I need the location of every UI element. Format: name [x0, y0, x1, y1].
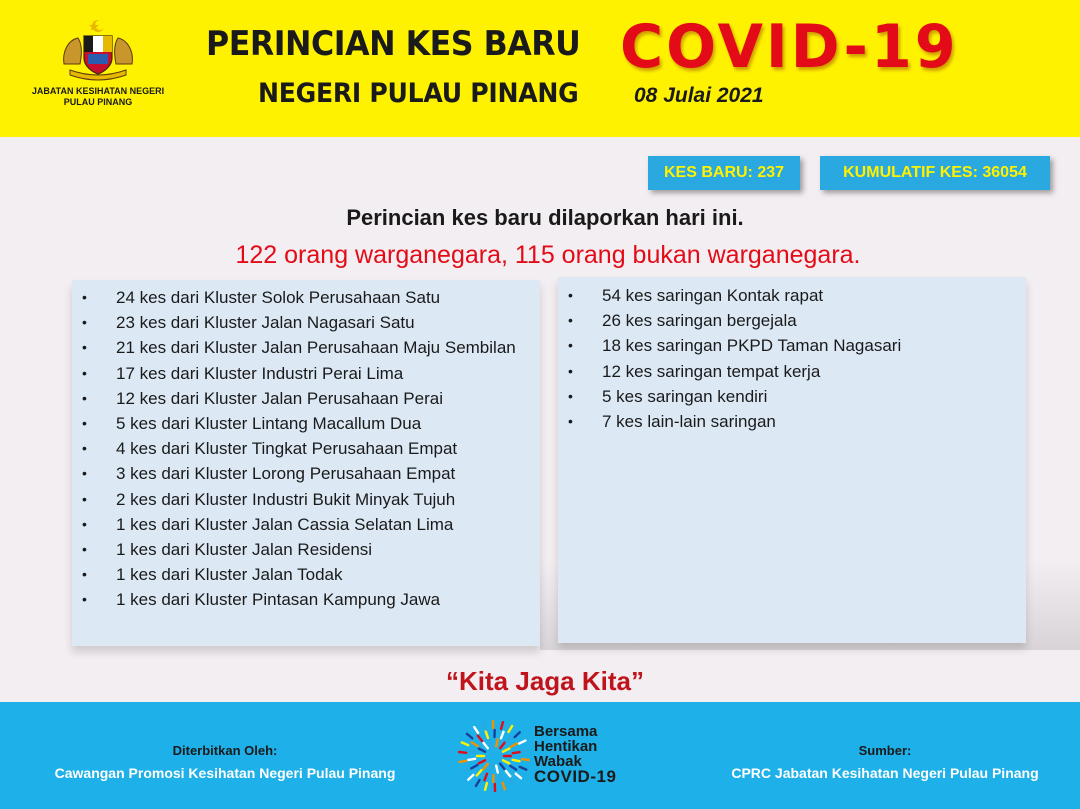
campaign-line-2: Hentikan: [534, 738, 598, 755]
cluster-item: [72, 436, 540, 461]
screening-item-text: 12 kes saringan tempat kerja: [602, 361, 821, 381]
publisher-block: [20, 740, 430, 784]
screening-item: [558, 283, 1026, 308]
title-main: PERINCIAN KES BARU: [206, 24, 581, 64]
cluster-item: [72, 411, 540, 436]
cluster-item-text: 23 kes dari Kluster Jalan Nagasari Satu: [116, 313, 415, 333]
bullet-icon: •: [82, 591, 87, 608]
bullet-icon: •: [82, 515, 87, 532]
bullet-icon: •: [82, 490, 87, 507]
bullet-icon: •: [568, 287, 573, 303]
screening-item-text: 18 kes saringan PKPD Taman Nagasari: [602, 336, 902, 356]
cluster-item-text: 1 kes dari Kluster Jalan Todak: [116, 565, 343, 585]
cluster-item-text: 1 kes dari Kluster Jalan Cassia Selatan Lima: [116, 514, 454, 534]
summary-headline: Perincian kes baru dilaporkan hari ini.: [346, 205, 744, 230]
citizenship-breakdown: 122 orang warganegara, 115 orang bukan warganegara.: [235, 241, 861, 269]
bullet-icon: •: [82, 389, 87, 406]
bullet-icon: •: [82, 440, 87, 457]
cluster-item-text: 5 kes dari Kluster Lintang Macallum Dua: [116, 414, 422, 434]
cluster-item-text: 2 kes dari Kluster Industri Bukit Minyak Tujuh: [116, 489, 456, 509]
screening-item: [558, 384, 1026, 409]
bullet-icon: •: [82, 541, 87, 558]
slogan: “Kita Jaga Kita”: [446, 666, 644, 696]
source-value: CPRC Jabatan Kesihatan Negeri Pulau Pinang: [731, 765, 1039, 781]
cluster-item: [72, 285, 540, 310]
publisher-label: Diterbitkan Oleh:: [172, 743, 278, 758]
cumulative-cases-badge: KUMULATIF KES: 36054: [820, 156, 1050, 190]
source-label: Sumber:: [858, 743, 912, 758]
cluster-item-text: 1 kes dari Kluster Pintasan Kampung Jawa: [116, 590, 441, 610]
cluster-item: [72, 361, 540, 386]
header-banner: [0, 0, 1080, 137]
cluster-item: [72, 537, 540, 562]
cluster-item-text: 24 kes dari Kluster Solok Perusahaan Satu: [116, 288, 441, 307]
bullet-icon: •: [82, 566, 87, 583]
screening-item-text: 7 kes lain-lain saringan: [602, 412, 776, 432]
bullet-icon: •: [568, 337, 573, 354]
covid-campaign-logo-icon: [458, 720, 530, 792]
source-block: [700, 740, 1070, 784]
report-date: 08 Julai 2021: [634, 84, 764, 107]
cluster-item-text: 1 kes dari Kluster Jalan Residensi: [116, 540, 373, 560]
screening-list: [558, 277, 1026, 434]
campaign-line-3: Wabak: [534, 753, 582, 770]
cluster-item: [72, 461, 540, 486]
department-line-1: JABATAN KESIHATAN NEGERI: [31, 86, 165, 96]
screening-item-text: 26 kes saringan bergejala: [602, 311, 797, 331]
bullet-icon: •: [82, 339, 87, 356]
footer-banner: [0, 702, 1080, 809]
bullet-icon: •: [568, 362, 573, 379]
cluster-list: [72, 280, 540, 613]
screening-list-panel: [558, 277, 1026, 643]
new-cases-badge: KES BARU: 237: [648, 156, 800, 190]
screening-item: [558, 359, 1026, 384]
campaign-text: [534, 724, 616, 784]
bullet-icon: •: [82, 289, 87, 305]
bullet-icon: •: [82, 465, 87, 482]
campaign-line-1: Bersama: [534, 723, 598, 740]
publisher-value: Cawangan Promosi Kesihatan Negeri Pulau Pinang: [54, 765, 396, 781]
title-state: NEGERI PULAU PINANG: [258, 78, 579, 109]
cluster-item-text: 17 kes dari Kluster Industri Perai Lima: [116, 363, 404, 383]
cluster-list-panel: [72, 280, 540, 646]
bullet-icon: •: [568, 387, 573, 404]
screening-item-text: 5 kes saringan kendiri: [602, 386, 768, 406]
cluster-item: [72, 335, 540, 360]
bullet-icon: •: [82, 415, 87, 432]
bullet-icon: •: [568, 413, 573, 430]
bullet-icon: •: [82, 364, 87, 381]
cluster-item-text: 4 kes dari Kluster Tingkat Perusahaan Empat: [116, 439, 458, 459]
screening-item: [558, 409, 1026, 434]
title-covid: COVID-19: [620, 12, 959, 82]
cluster-item: [72, 386, 540, 411]
cluster-item-text: 12 kes dari Kluster Jalan Perusahaan Perai: [116, 388, 443, 408]
state-crest-icon: [58, 18, 138, 82]
cluster-item-text: 21 kes dari Kluster Jalan Perusahaan Maju Sembilan: [116, 338, 516, 358]
cluster-item: [72, 562, 540, 587]
screening-item-text: 54 kes saringan Kontak rapat: [602, 286, 824, 305]
department-line-2: PULAU PINANG: [63, 97, 133, 107]
campaign-line-4: COVID-19: [534, 767, 617, 786]
cluster-item: [72, 587, 540, 612]
cluster-item: [72, 310, 540, 335]
campaign-logo: [458, 716, 638, 800]
cluster-item: [72, 512, 540, 537]
cluster-item: [72, 487, 540, 512]
department-name: [8, 86, 188, 108]
bullet-icon: •: [82, 314, 87, 331]
bullet-icon: •: [568, 312, 573, 329]
screening-item: [558, 308, 1026, 333]
cluster-item-text: 3 kes dari Kluster Lorong Perusahaan Empat: [116, 464, 456, 484]
screening-item: [558, 333, 1026, 358]
